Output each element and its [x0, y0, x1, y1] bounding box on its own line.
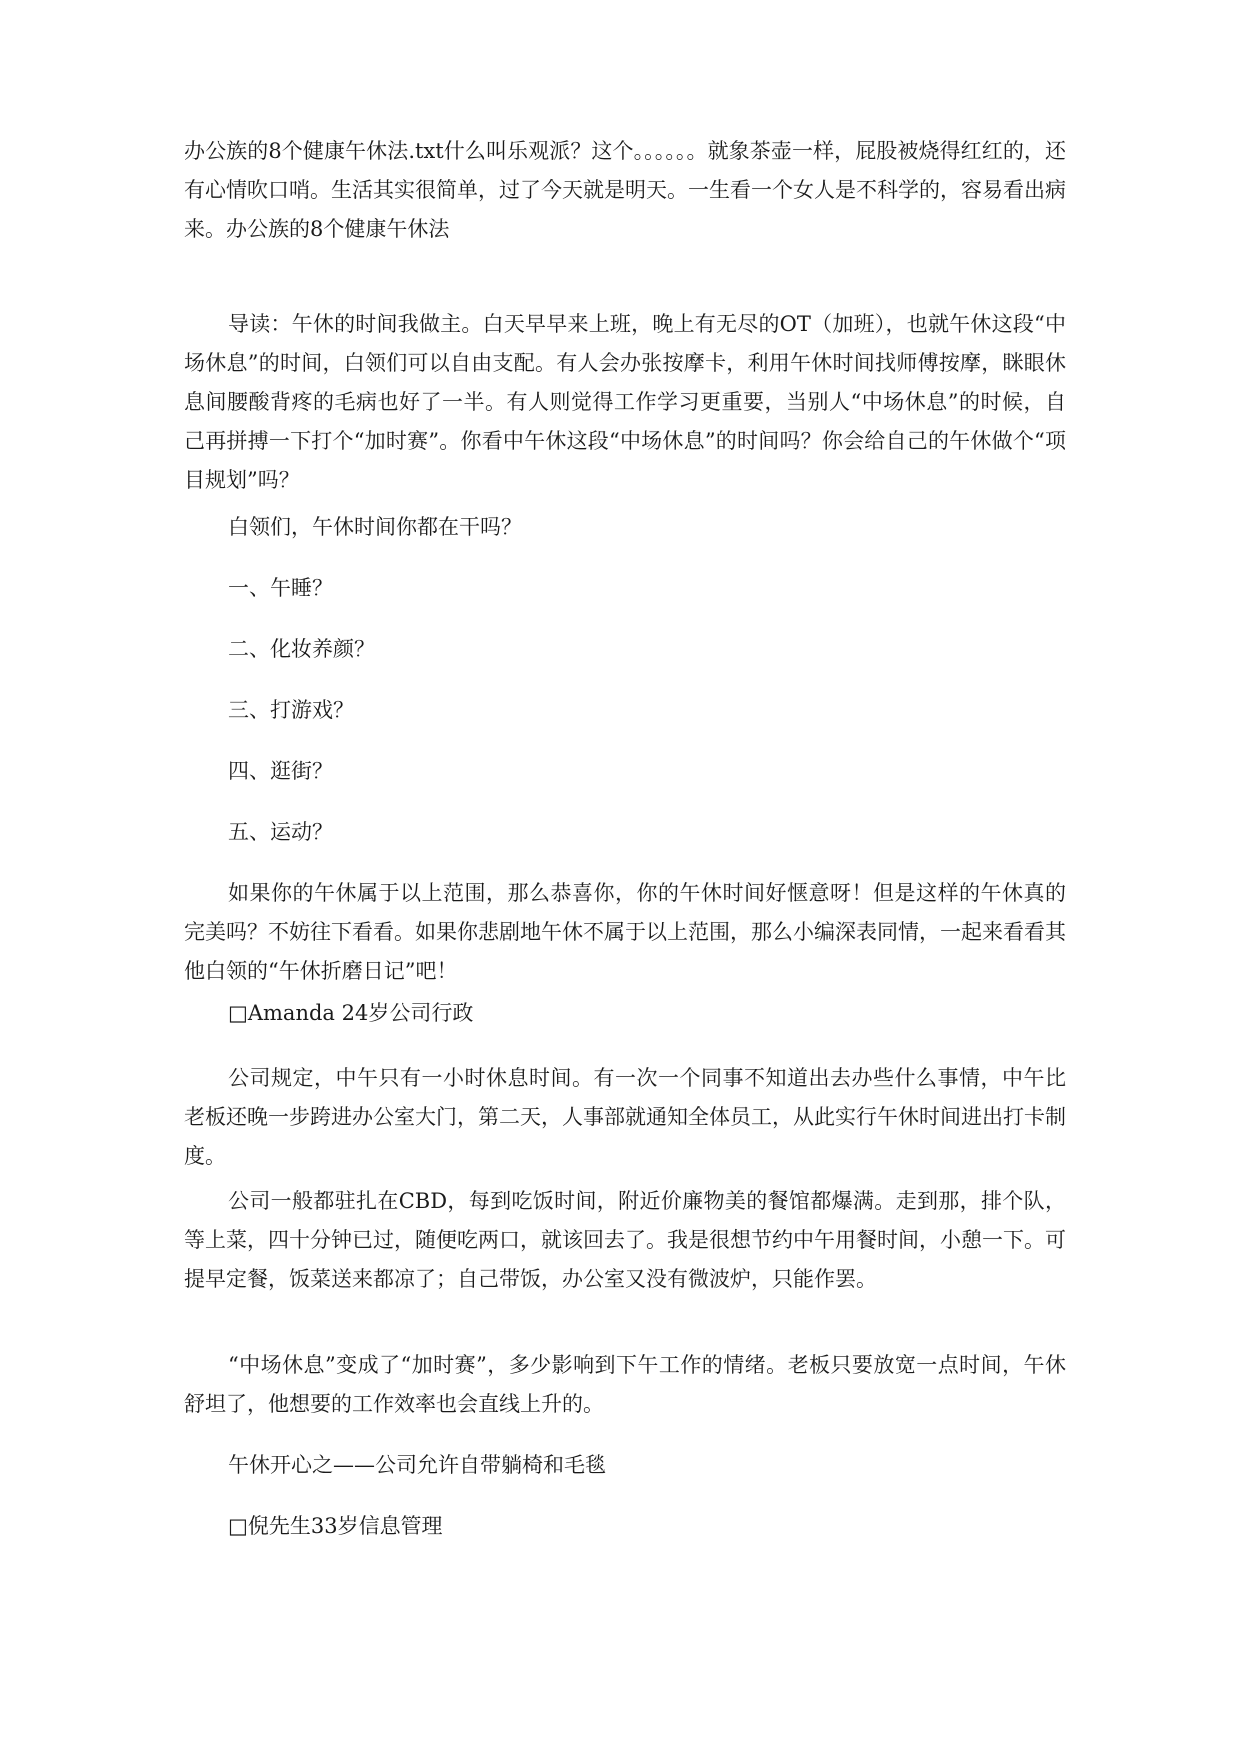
option-item: 二、化妆养颜？ [228, 637, 375, 661]
option-item: 五、运动？ [228, 820, 333, 844]
story-paragraph: 公司一般都驻扎在CBD，每到吃饭时间，附近价廉物美的餐馆都爆满。走到那，排个队，等上菜，四十分钟已过，随便吃两口，就该回去了。我是很想节约中午用餐时间，小憩一下。可提早定餐，饭菜送来都凉了；自己带饭，办公室又没有微波炉，只能作罢。 [184, 1189, 1066, 1291]
story-paragraph: 公司规定，中午只有一小时休息时间。有一次一个同事不知道出去办些什么事情，中午比老板还晚一步跨进办公室大门，第二天，人事部就通知全体员工，从此实行午休时间进出打卡制度。 [184, 1066, 1066, 1168]
transition-paragraph: 如果你的午休属于以上范围，那么恭喜你，你的午休时间好惬意呀！但是这样的午休真的完美吗？不妨往下看看。如果你悲剧地午休不属于以上范围，那么小编深表同情，一起来看看其他白领的“午休折磨日记”吧！ [184, 881, 1066, 983]
section-heading: 午休开心之——公司允许自带躺椅和毛毯 [228, 1453, 606, 1477]
person-label-amanda: □Amanda 24岁公司行政 [228, 1001, 474, 1025]
comment-paragraph: “中场休息”变成了“加时赛”，多少影响到下午工作的情绪。老板只要放宽一点时间，午休舒坦了，他想要的工作效率也会直线上升的。 [184, 1353, 1066, 1416]
person-label-ni: □倪先生33岁信息管理 [228, 1514, 443, 1538]
option-item: 一、午睡？ [228, 576, 333, 600]
intro-paragraph: 办公族的8个健康午休法.txt什么叫乐观派？这个。。。。。。就象茶壶一样，屁股被烧得红红的，还有心情吹口哨。生活其实很简单，过了今天就是明天。一生看一个女人是不科学的，容易看出病来。办公族的8个健康午休法 [184, 139, 1066, 241]
question-line: 白领们，午休时间你都在干吗？ [228, 515, 522, 539]
lead-paragraph: 导读：午休的时间我做主。白天早早来上班，晚上有无尽的OT（加班），也就午休这段“中场休息”的时间，白领们可以自由支配。有人会办张按摩卡，利用午休时间找师傅按摩，眯眼休息间腰酸背疼的毛病也好了一半。有人则觉得工作学习更重要，当别人“中场休息”的时候，自己再拼搏一下打个“加时赛”。你看中午休这段“中场休息”的时间吗？你会给自己的午休做个“项目规划”吗？ [184, 312, 1066, 492]
option-item: 四、逛街？ [228, 759, 333, 783]
option-item: 三、打游戏？ [228, 698, 354, 722]
